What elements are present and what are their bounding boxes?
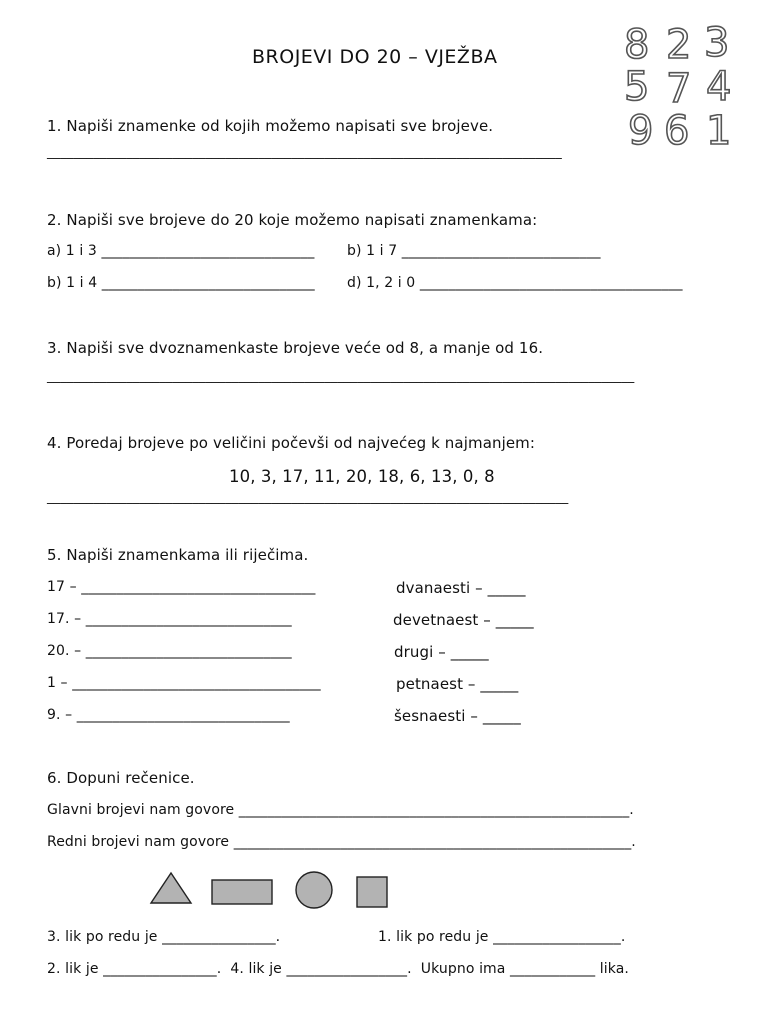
answer-q2-b-left[interactable]: b) 1 i 4 ______________________________	[47, 275, 315, 291]
answer-q5-right-1[interactable]: dvanaesti – _____	[396, 579, 526, 597]
outlined-digits-icon	[622, 20, 740, 152]
triangle-shape	[151, 873, 191, 903]
answer-q5-left-3[interactable]: 20. – _____________________________	[47, 643, 292, 659]
digit-2-icon: 2	[666, 22, 692, 68]
digit-5-icon: 5	[624, 64, 650, 110]
answer-first-shape[interactable]: 1. lik po redu je __________________.	[378, 929, 626, 945]
question-4: 4. Poredaj brojeve po veličini počevši od najvećeg k najmanjem:	[47, 434, 536, 452]
shape-row	[145, 868, 395, 914]
question-2: 2. Napiši sve brojeve do 20 koje možemo napisati znamenkama:	[47, 211, 538, 229]
digit-7-icon: 7	[666, 66, 692, 112]
question-1: 1. Napiši znamenke od kojih možemo napisati sve brojeve.	[47, 117, 494, 135]
sentence-redni-brojevi[interactable]: Redni brojevi nam govore ________________________________________________________.	[47, 834, 636, 850]
answer-q5-right-3[interactable]: drugi – _____	[394, 643, 489, 661]
page-title: BROJEVI DO 20 – VJEŽBA	[252, 46, 498, 68]
sentence-glavni-brojevi[interactable]: Glavni brojevi nam govore _______________________________________________________.	[47, 802, 634, 818]
answer-third-shape[interactable]: 3. lik po redu je ________________.	[47, 929, 281, 945]
digit-6-icon: 6	[664, 108, 690, 152]
digit-8-icon: 8	[624, 22, 650, 68]
digit-4-icon: 4	[706, 64, 732, 110]
digit-9-icon: 9	[628, 108, 654, 152]
answer-q2-a[interactable]: a) 1 i 3 ______________________________	[47, 243, 315, 259]
answer-q5-right-2[interactable]: devetnaest – _____	[393, 611, 534, 629]
answer-q5-left-4[interactable]: 1 – ___________________________________	[47, 675, 321, 691]
answer-q2-b-right[interactable]: b) 1 i 7 ____________________________	[347, 243, 601, 259]
answer-q5-left-1[interactable]: 17 – _________________________________	[47, 579, 316, 595]
answer-line-q4[interactable]: _______________________________________________________________________________	[47, 490, 569, 505]
square-shape	[357, 877, 387, 907]
answer-line-q1[interactable]: ______________________________________________________________________________	[47, 145, 562, 160]
answer-q5-left-5[interactable]: 9. – ______________________________	[47, 707, 290, 723]
question-6: 6. Dopuni rečenice.	[47, 769, 195, 787]
answer-shape-count-row[interactable]: 2. lik je ________________. 4. lik je _________________. Ukupno ima ____________ lika.	[47, 961, 629, 977]
digit-3-icon: 3	[704, 20, 730, 66]
answer-q5-right-4[interactable]: petnaest – _____	[396, 675, 519, 693]
number-sequence: 10, 3, 17, 11, 20, 18, 6, 13, 0, 8	[229, 467, 495, 486]
answer-line-q3[interactable]: _________________________________________________________________________________________	[47, 369, 635, 384]
question-3: 3. Napiši sve dvoznamenkaste brojeve veće od 8, a manje od 16.	[47, 339, 544, 357]
question-5: 5. Napiši znamenkama ili riječima.	[47, 546, 309, 564]
circle-shape	[296, 872, 332, 908]
rectangle-shape	[212, 880, 272, 904]
answer-q5-right-5[interactable]: šesnaesti – _____	[394, 707, 521, 725]
answer-q5-left-2[interactable]: 17. – _____________________________	[47, 611, 292, 627]
digit-1-icon: 1	[706, 108, 732, 152]
answer-q2-d[interactable]: d) 1, 2 i 0 _____________________________________	[347, 275, 683, 291]
